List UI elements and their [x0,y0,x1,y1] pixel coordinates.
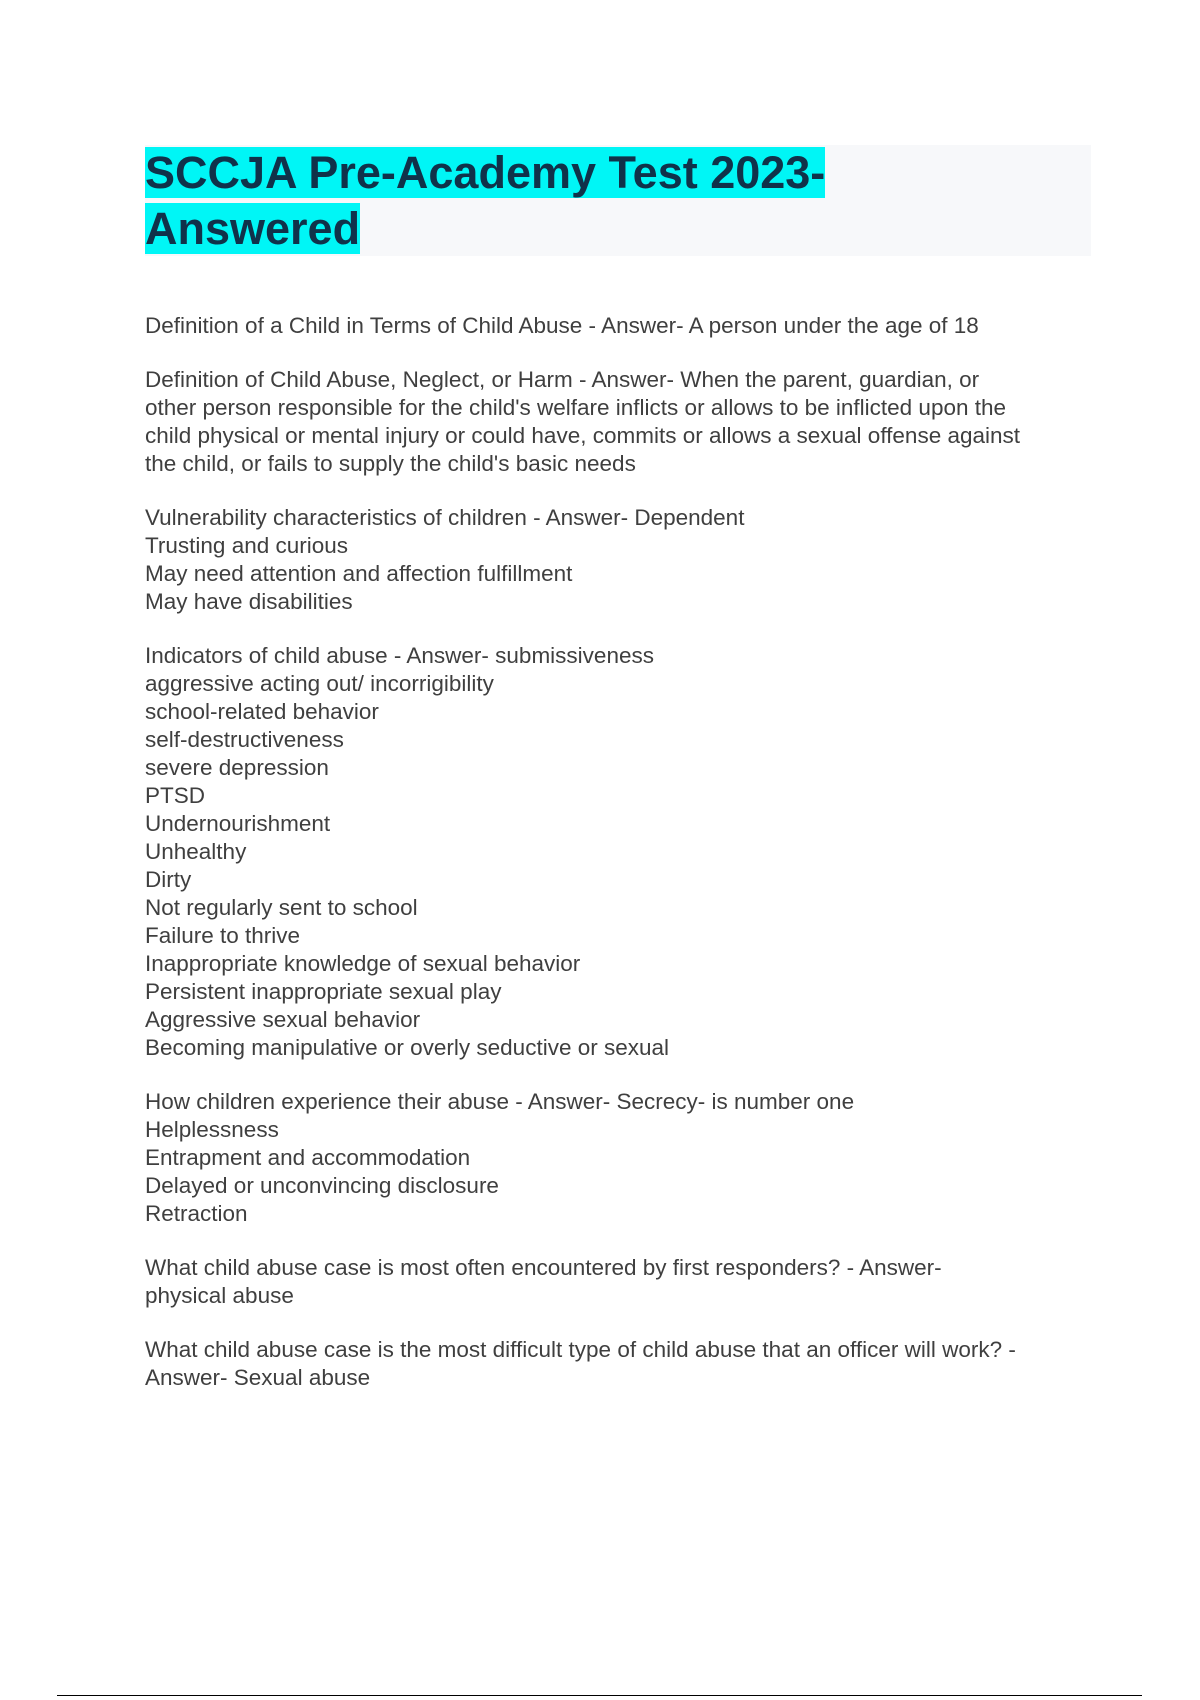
qa-entry [145,312,1091,340]
qa-line: self-destructiveness [145,727,344,752]
title-block [145,145,1091,256]
qa-entry [145,1336,1091,1392]
qa-line: Definition of a Child in Terms of Child Abuse - Answer- A person under the age of 18 [145,313,979,338]
qa-line: Answer- Sexual abuse [145,1365,371,1390]
qa-entry [145,1088,1091,1228]
qa-line: May have disabilities [145,589,353,614]
qa-line: Retraction [145,1201,248,1226]
qa-entry [145,504,1091,616]
qa-entry [145,366,1091,478]
qa-line: Delayed or unconvincing disclosure [145,1173,499,1198]
qa-line: other person responsible for the child's welfare inflicts or allows to be inflicted upon the [145,395,1007,420]
qa-line: What child abuse case is the most difficult type of child abuse that an officer will work? - [145,1337,1016,1362]
qa-line: May need attention and affection fulfillment [145,561,573,586]
qa-line: Aggressive sexual behavior [145,1007,421,1032]
title-line-2: Answered [145,203,361,254]
qa-line: Becoming manipulative or overly seductive or sexual [145,1035,670,1060]
qa-line: school-related behavior [145,699,379,724]
qa-line: Not regularly sent to school [145,895,418,920]
page-bottom-divider [57,1695,1142,1696]
qa-line: Trusting and curious [145,533,349,558]
qa-line: Undernourishment [145,811,331,836]
qa-line: physical abuse [145,1283,294,1308]
qa-line: PTSD [145,783,206,808]
qa-line: Inappropriate knowledge of sexual behavior [145,951,581,976]
qa-line: Persistent inappropriate sexual play [145,979,502,1004]
qa-line: Failure to thrive [145,923,301,948]
qa-line: Indicators of child abuse - Answer- submissiveness [145,643,654,668]
qa-line: severe depression [145,755,329,780]
qa-line: Definition of Child Abuse, Neglect, or Harm - Answer- When the parent, guardian, or [145,367,980,392]
qa-line: Dirty [145,867,192,892]
qa-entry [145,1254,1091,1310]
qa-entry [145,642,1091,1062]
document-title [145,145,905,257]
qa-line: How children experience their abuse - Answer- Secrecy- is number one [145,1089,855,1114]
qa-line: the child, or fails to supply the child's basic needs [145,451,636,476]
qa-line: child physical or mental injury or could have, commits or allows a sexual offense against [145,423,1021,448]
qa-line: Vulnerability characteristics of children - Answer- Dependent [145,505,745,530]
qa-list [145,312,1091,1418]
qa-line: What child abuse case is most often encountered by first responders? - Answer- [145,1255,942,1280]
title-line-1: SCCJA Pre-Academy Test 2023- [145,147,826,198]
qa-line: Helplessness [145,1117,279,1142]
qa-line: Unhealthy [145,839,247,864]
qa-line: Entrapment and accommodation [145,1145,471,1170]
qa-line: aggressive acting out/ incorrigibility [145,671,494,696]
